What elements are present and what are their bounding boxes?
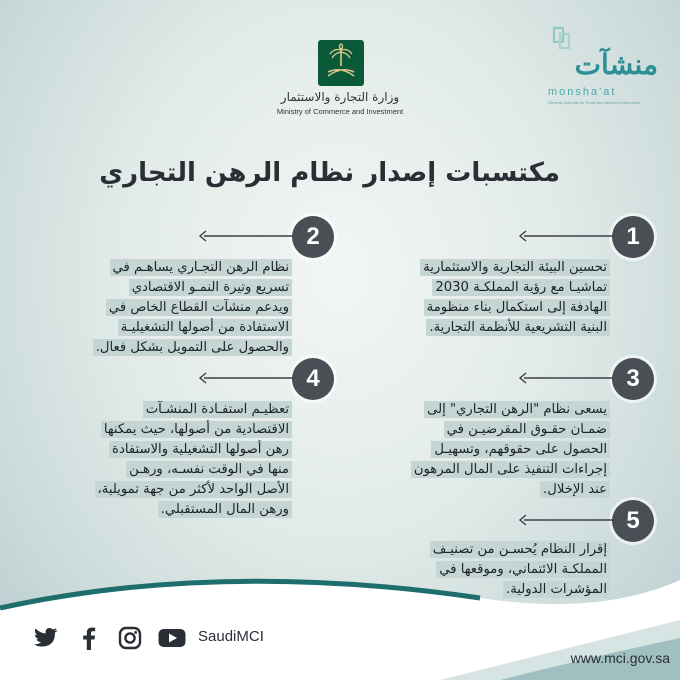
palm-swords-icon [318, 40, 364, 86]
item-3-arrow-icon [518, 372, 614, 384]
item-3-line: يسعى نظام "الرهن التجاري" إلى [424, 401, 610, 418]
ministry-name-arabic: وزارة التجارة والاستثمار [280, 90, 400, 104]
website-link[interactable]: www.mci.gov.sa [570, 650, 670, 666]
monshaat-name-english: monsha'at [548, 86, 617, 98]
item-4-line: منها في الوقت نفسـه، ورهـن [126, 461, 292, 478]
item-5-line: إقرار النظام يُحسـن من تصنيـف [430, 541, 610, 558]
youtube-icon[interactable] [158, 624, 186, 652]
item-1-line: تماشيـا مع رؤية المملكـة 2030 [432, 279, 610, 296]
item-2-text [22, 258, 292, 358]
monshaat-name-arabic: منشآت [574, 48, 658, 81]
item-1-arrow-icon [518, 230, 614, 242]
item-2-line: نظام الرهن التجـاري يساهـم في [110, 259, 292, 276]
item-4-line: الاقتصادية من أصولها، حيث يمكنها [101, 421, 292, 438]
item-5-arrow-icon [518, 514, 614, 526]
ministry-name-english: Ministry of Commerce and Investment [276, 107, 404, 116]
item-2-line: والحصول على التمويل بشكل فعال. [93, 339, 292, 356]
item-3-line: الحصول على حقوقهم، وتسهيـل [431, 441, 610, 458]
item-1-line: الهادفة إلى استكمال بناء منظومة [424, 299, 610, 316]
monshaat-subtitle: General Authority for Small and Medium Enterprises [548, 100, 641, 105]
item-5-line: المملكـة الائتماني، وموقعها في [436, 561, 610, 578]
ministry-emblem-logo [318, 40, 364, 86]
item-4-line: رهن أصولها التشغيلية والاستفادة [109, 441, 292, 458]
twitter-icon[interactable] [32, 624, 60, 652]
item-2-number: 2 [292, 216, 334, 258]
item-2-line: تسريع وتيرة النمـو الاقتصادي [129, 279, 292, 296]
item-4-line: الأصل الواحد لأكثر من جهة تمويلية، [95, 481, 292, 498]
item-4-arrow-icon [198, 372, 294, 384]
item-1-text [350, 258, 610, 338]
item-2-arrow-icon [198, 230, 294, 242]
item-3-line: إجراءات التنفيذ على المال المرهون [411, 461, 610, 478]
item-3-line: ضمـان حقـوق المقرضيـن في [444, 421, 610, 438]
social-handle[interactable]: SaudiMCI [198, 628, 264, 645]
item-4-line: ورهن المال المستقبلي. [158, 501, 292, 518]
item-5-number: 5 [612, 500, 654, 542]
instagram-icon[interactable] [116, 624, 144, 652]
facebook-icon[interactable] [74, 624, 102, 652]
item-3-number: 3 [612, 358, 654, 400]
item-1-line: البنية التشريعية للأنظمة التجارية. [426, 319, 610, 336]
item-1-line: تحسين البيئة التجارية والاستثمارية [420, 259, 610, 276]
item-3-text [350, 400, 610, 500]
page-title: مكتسبات إصدار نظام الرهن التجاري [99, 158, 560, 188]
item-2-line: الاستفادة من أصولها التشغيليـة [118, 319, 292, 336]
item-3-line: عند الإخلال. [540, 481, 610, 498]
item-5-line: المؤشرات الدولية. [503, 581, 610, 598]
social-links [32, 624, 186, 652]
item-1-number: 1 [612, 216, 654, 258]
item-4-text [22, 400, 292, 520]
item-4-line: تعظيـم استفـادة المنشـآت [143, 401, 292, 418]
item-4-number: 4 [292, 358, 334, 400]
item-2-line: ويدعم منشآت القطاع الخاص في [106, 299, 292, 316]
